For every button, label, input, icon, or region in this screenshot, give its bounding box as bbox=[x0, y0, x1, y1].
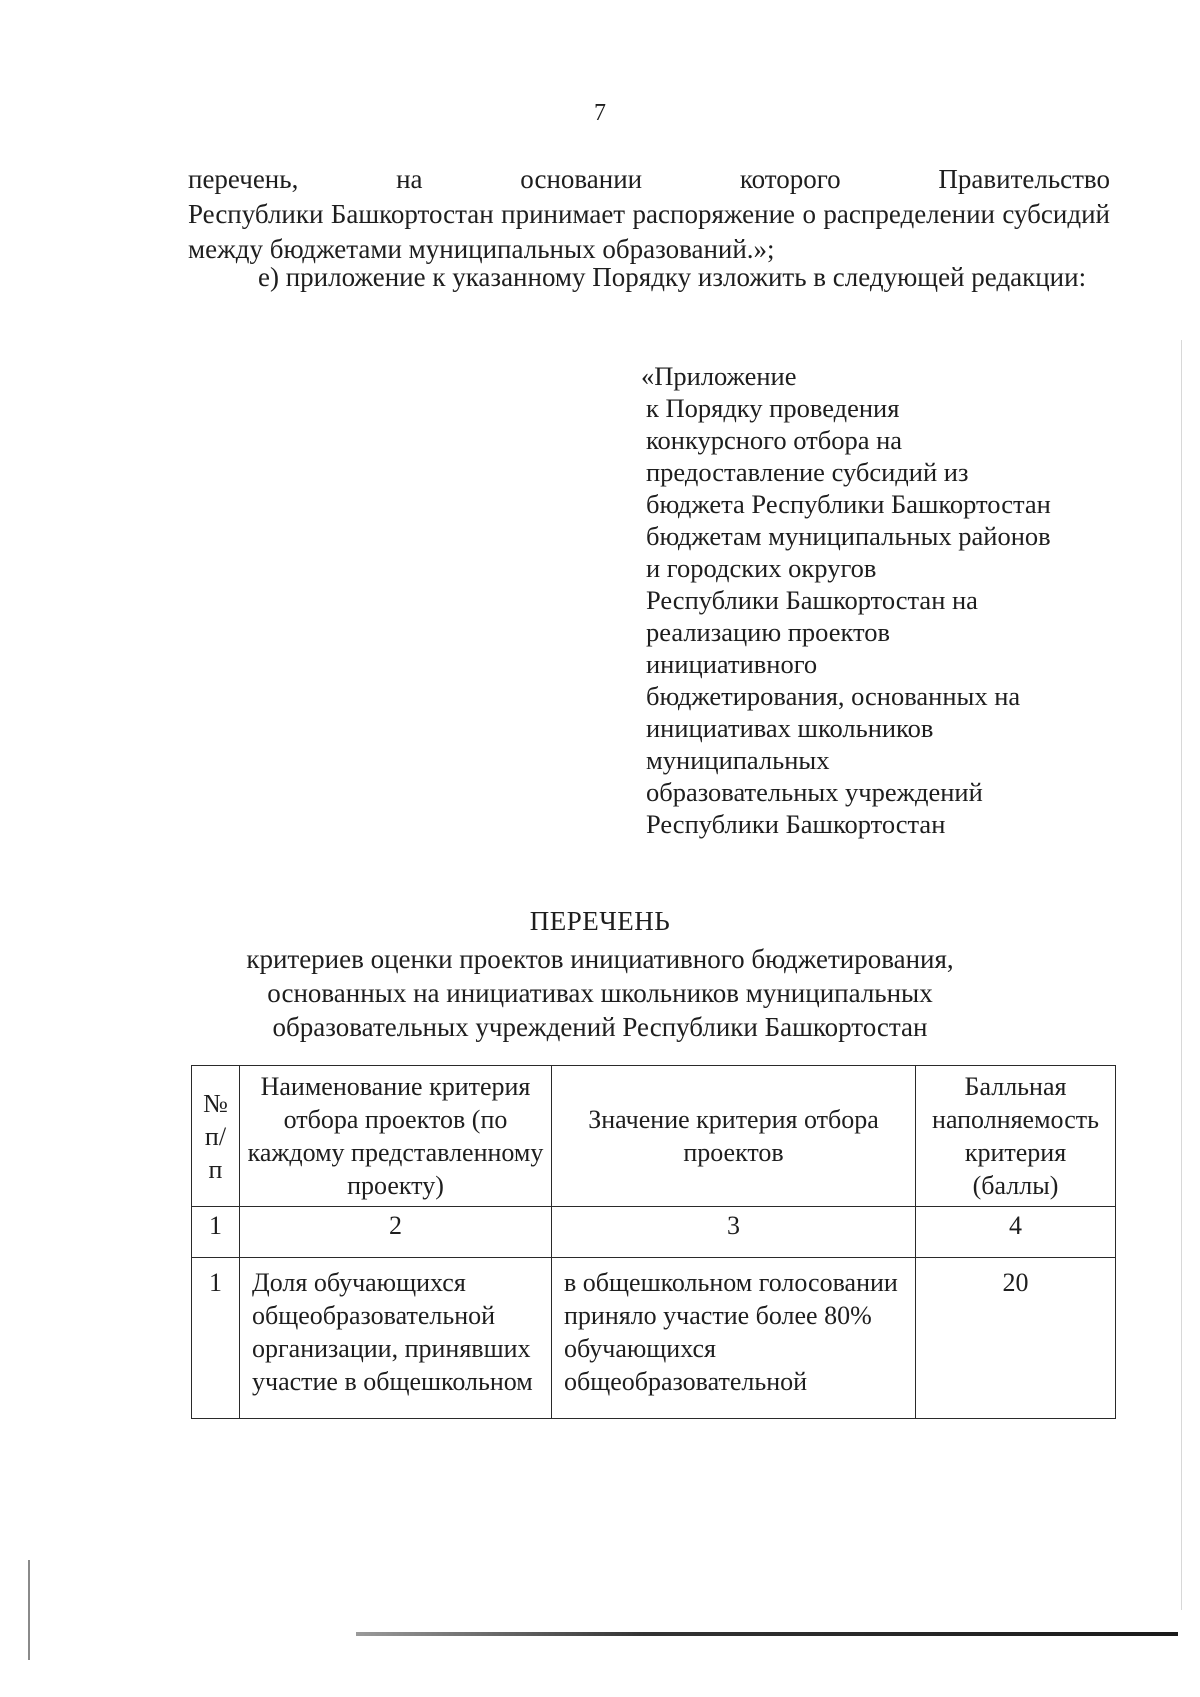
table-row bbox=[192, 1258, 1116, 1419]
header-criterion-value: Значение критерия отбора проектов bbox=[552, 1066, 916, 1207]
list-title: ПЕРЕЧЕНЬ bbox=[529, 906, 671, 936]
header-points: Балльная наполняемость критерия (баллы) bbox=[916, 1066, 1116, 1207]
row-number: 1 bbox=[192, 1258, 240, 1419]
appendix-line: и городских округов bbox=[646, 553, 877, 583]
criteria-table bbox=[191, 1065, 1116, 1419]
appendix-line: муниципальных bbox=[646, 745, 830, 775]
criterion-value: в общешкольном голосовании приняло участие более 80% обучающихся общеобразовательной bbox=[552, 1258, 916, 1419]
appendix-line: бюджетирования, основанных на bbox=[646, 681, 1021, 711]
list-subtitle bbox=[0, 942, 1200, 1044]
column-number: 4 bbox=[916, 1207, 1116, 1258]
column-number: 3 bbox=[552, 1207, 916, 1258]
bottom-scan-rule bbox=[356, 1632, 1178, 1636]
appendix-line: бюджетам муниципальных районов bbox=[646, 521, 1051, 551]
appendix-line: к Порядку проведения bbox=[646, 393, 900, 423]
list-subtitle-line: критериев оценки проектов инициативного бюджетирования, bbox=[246, 944, 954, 974]
appendix-line: реализацию проектов bbox=[646, 617, 891, 647]
list-subtitle-line: образовательных учреждений Республики Башкортостан bbox=[272, 1012, 928, 1042]
list-subtitle-line: основанных на инициативах школьников муниципальных bbox=[267, 978, 933, 1008]
appendix-line: конкурсного отбора на bbox=[646, 425, 903, 455]
paragraph-first-line: перечень, на основании которого Правительство bbox=[188, 164, 1110, 194]
appendix-line: предоставление субсидий из bbox=[646, 457, 969, 487]
page-number: 7 bbox=[594, 100, 606, 126]
paragraph-rest: Республики Башкортостан принимает распоряжение о распределении субсидий между бюджетами муниципальных образований.»; bbox=[188, 199, 1110, 264]
paragraph-amendment: е) приложение к указанному Порядку изложить в следующей редакции: bbox=[258, 262, 1087, 292]
column-number: 2 bbox=[240, 1207, 552, 1258]
appendix-line: Республики Башкортостан на bbox=[646, 585, 978, 615]
criterion-name: Доля обучающихся общеобразовательной организации, принявших участие в общешкольном bbox=[240, 1258, 552, 1419]
appendix-line: образовательных учреждений bbox=[646, 777, 983, 807]
header-no: № п/п bbox=[192, 1066, 240, 1207]
appendix-block bbox=[641, 360, 1116, 840]
column-number: 1 bbox=[192, 1207, 240, 1258]
header-criterion-name: Наименование критерия отбора проектов (по каждому представленному проекту) bbox=[240, 1066, 552, 1207]
appendix-line: инициативах школьников bbox=[646, 713, 934, 743]
appendix-line: бюджета Республики Башкортостан bbox=[646, 489, 1051, 519]
table-header-row bbox=[192, 1066, 1116, 1207]
paragraph-continuation bbox=[188, 162, 1110, 267]
left-margin-mark bbox=[28, 1560, 30, 1660]
appendix-title: «Приложение bbox=[641, 361, 797, 391]
right-edge-mark bbox=[1181, 340, 1182, 1610]
appendix-line: Республики Башкортостан bbox=[646, 809, 946, 839]
column-number-row bbox=[192, 1207, 1116, 1258]
appendix-line: инициативного bbox=[646, 649, 818, 679]
criterion-points: 20 bbox=[916, 1258, 1116, 1419]
